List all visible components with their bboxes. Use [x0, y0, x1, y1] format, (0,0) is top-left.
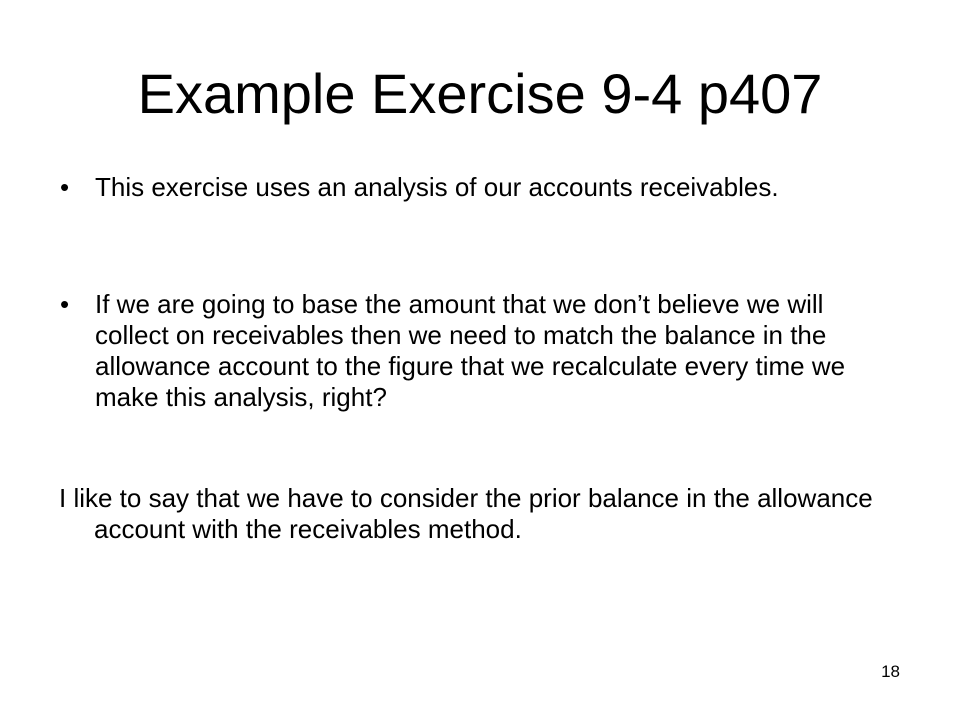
bullet-text-2: If we are going to base the amount that we don’t believe we will collect on receivables then we need to match the balance in the allowance account to the figure that we recalculate every time we make this analysis, right? [95, 289, 846, 412]
slide-title: Example Exercise 9-4 p407 [137, 62, 823, 125]
page-number: 18 [881, 662, 900, 681]
bullet-row-2 [58, 289, 878, 413]
bullet-item-2 [58, 289, 878, 413]
bullet-row-1 [58, 172, 878, 203]
bullet-glyph-1: • [60, 172, 70, 202]
closing-paragraph: I like to say that we have to consider the prior balance in the allowance account with the receivables method. [59, 483, 873, 544]
bullet-glyph-2: • [60, 289, 70, 319]
bullet-text-1: This exercise uses an analysis of our accounts receivables. [95, 172, 779, 202]
bullet-item-1 [58, 172, 878, 203]
